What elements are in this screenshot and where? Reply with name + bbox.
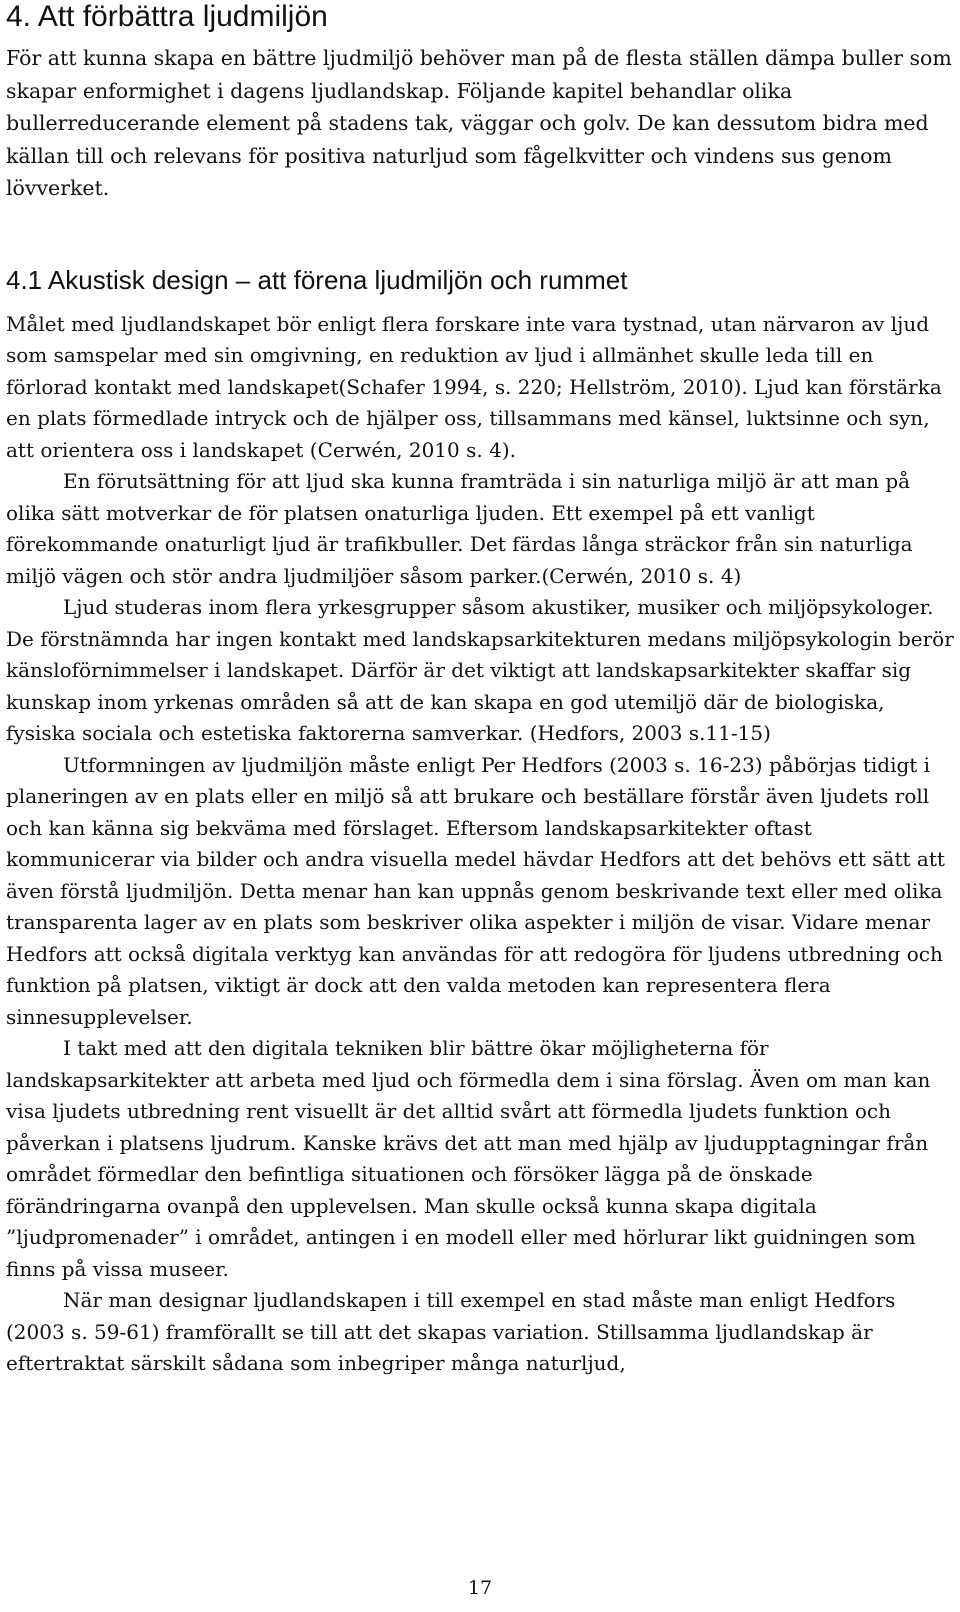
page-number: 17 xyxy=(467,1577,493,1599)
document-page xyxy=(6,0,954,1380)
section-heading: 4.1 Akustisk design – att förena ljudmiljön och rummet xyxy=(6,264,628,295)
body-paragraph: Ljud studeras inom flera yrkesgrupper såsom akustiker, musiker och miljöpsykologer. De förstnämnda har ingen kontakt med landskapsarkitekturen medans miljöpsykologin berör känsloförnimmelser i landskapet. Därför är det viktigt att landskapsarkitekter skaffar sig kunskap inom yrkenas områden så att de kan skapa en god utemiljö där de biologiska, fysiska sociala och estetiska faktorerna samverkar. (Hedfors, 2003 s.11-15) xyxy=(6,595,954,745)
chapter-heading: 4. Att förbättra ljudmiljön xyxy=(6,0,328,33)
body-paragraph: Utformningen av ljudmiljön måste enligt Per Hedfors (2003 s. 16-23) påbörjas tidigt i planeringen av en plats eller en miljö så att brukare och beställare förstår även ljudets roll och kan känna sig bekväma med förslaget. Eftersom landskapsarkitekter oftast kommunicerar via bilder och andra visuella medel hävdar Hedfors att det behövs ett sätt att även förstå ljudmiljön. Detta menar han kan uppnås genom beskrivande text eller med olika transparenta lager av en plats som beskriver olika aspekter i miljön de visar. Vidare menar Hedfors att också digitala verktyg kan användas för att redogöra för ljudens utbredning och funktion på platsen, viktigt är dock att den valda metoden kan representera flera sinnesupplevelser. xyxy=(6,752,945,1029)
body-paragraph: När man designar ljudlandskapen i till exempel en stad måste man enligt Hedfors (2003 s. 59-61) framförallt se till att det skapas variation. Stillsamma ljudlandskap är eftertraktat särskilt sådana som inbegriper många naturljud, xyxy=(6,1288,896,1375)
chapter-intro-paragraph: För att kunna skapa en bättre ljudmiljö behöver man på de flesta ställen dämpa buller som skapar enformighet i dagens ljudlandskap. Följande kapitel behandlar olika bullerreducerande element på stadens tak, väggar och golv. De kan dessutom bidra med källan till och relevans för positiva naturljud som fågelkvitter och vindens sus genom lövverket. xyxy=(6,46,952,200)
body-paragraph: I takt med att den digitala tekniken blir bättre ökar möjligheterna för landskapsarkitekter att arbeta med ljud och förmedla dem i sina förslag. Även om man kan visa ljudets utbredning rent visuellt är det alltid svårt att förmedla ljudets funktion och påverkan i platsens ljudrum. Kanske krävs det att man med hjälp av ljudupptagningar från området förmedlar den befintliga situationen och försöker lägga på de önskade förändringarna ovanpå den upplevelsen. Man skulle också kunna skapa digitala ”ljudpromenader” i området, antingen i en modell eller med hörlurar likt guidningen som finns på vissa museer. xyxy=(6,1036,931,1281)
section-body xyxy=(6,309,954,1380)
body-paragraph: En förutsättning för att ljud ska kunna framträda i sin naturliga miljö är att man på olika sätt motverkar de för platsen onaturliga ljuden. Ett exempel på ett vanligt förekommande onaturligt ljud är trafikbuller. Det färdas långa sträckor från sin naturliga miljö vägen och stör andra ljudmiljöer såsom parker.(Cerwén, 2010 s. 4) xyxy=(6,469,913,588)
body-paragraph: Målet med ljudlandskapet bör enligt flera forskare inte vara tystnad, utan närvaron av ljud som samspelar med sin omgivning, en reduktion av ljud i allmänhet skulle leda till en förlorad kontakt med landskapet(Schafer 1994, s. 220; Hellström, 2010). Ljud kan förstärka en plats förmedlade intryck och de hjälper oss, tillsammans med känsel, luktsinne och syn, att orientera oss i landskapet (Cerwén, 2010 s. 4). xyxy=(6,311,942,462)
